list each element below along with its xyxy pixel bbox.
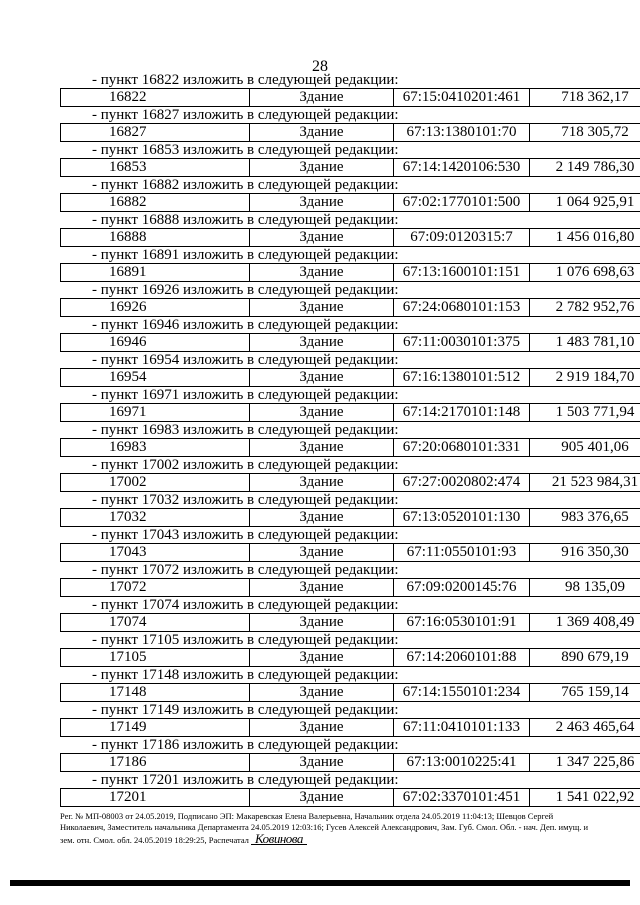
cadastral-number-cell: 67:13:0520101:130 [394,509,530,527]
amendment-item [60,107,629,142]
document-body [60,72,639,807]
object-type-cell: Здание [250,299,394,317]
amendment-intro: - пункт 16882 изложить в следующей редакции: [92,177,399,193]
amendment-table-row [60,263,640,282]
object-type-cell: Здание [250,719,394,737]
item-number-cell: 17148 [61,684,250,702]
amendment-table-row [60,473,640,492]
amendment-table-row [60,88,640,107]
object-type-cell: Здание [250,124,394,142]
item-number-cell: 16853 [61,159,250,177]
cadastral-value-cell: 983 376,65 [530,509,640,527]
cadastral-value-cell: 1 347 225,86 [530,754,640,772]
amendment-table-row [60,648,640,667]
cadastral-value-cell: 1 064 925,91 [530,194,640,212]
amendment-intro: - пункт 17105 изложить в следующей редакции: [92,632,399,648]
cadastral-value-cell: 2 919 184,70 [530,369,640,387]
object-type-cell: Здание [250,159,394,177]
amendment-item [60,457,639,492]
cadastral-number-cell: 67:14:2170101:148 [394,404,530,422]
amendment-table-row [60,368,640,387]
item-number-cell: 16891 [61,264,250,282]
amendment-table-row [60,123,640,142]
amendment-table-row [60,298,640,317]
amendment-table-row [60,508,640,527]
item-number-cell: 17186 [61,754,250,772]
amendment-table-row [60,158,640,177]
item-number-cell: 17043 [61,544,250,562]
cadastral-value-cell: 718 362,17 [530,89,640,107]
amendment-intro: - пункт 17186 изложить в следующей редакции: [92,737,399,753]
amendment-intro: - пункт 16926 изложить в следующей редакции: [92,282,399,298]
cadastral-number-cell: 67:14:1420106:530 [394,159,530,177]
handwritten-signature: Ковинова [251,833,307,845]
object-type-cell: Здание [250,614,394,632]
object-type-cell: Здание [250,789,394,807]
cadastral-number-cell: 67:16:1380101:512 [394,369,530,387]
amendment-table-row [60,753,640,772]
amendment-item [60,737,635,772]
footer-line [60,833,620,846]
item-number-cell: 16888 [61,229,250,247]
item-number-cell: 17149 [61,719,250,737]
cadastral-value-cell: 2 149 786,30 [530,159,640,177]
amendment-item [60,72,629,107]
item-number-cell: 17072 [61,579,250,597]
item-number-cell: 17105 [61,649,250,667]
cadastral-number-cell: 67:11:0410101:133 [394,719,530,737]
footer-line: Рег. № МП-08003 от 24.05.2019, Подписано ЭП: Макаревская Елена Валерьевна, Начальник отдела 24.05.2019 11:04:13; Шевцов Сергей [60,811,554,821]
cadastral-number-cell: 67:13:1380101:70 [394,124,530,142]
object-type-cell: Здание [250,194,394,212]
cadastral-value-cell: 916 350,30 [530,544,640,562]
cadastral-number-cell: 67:09:0200145:76 [394,579,530,597]
cadastral-number-cell: 67:27:0020802:474 [394,474,530,492]
amendment-table-row [60,193,640,212]
cadastral-value-cell: 1 076 698,63 [530,264,640,282]
amendment-intro: - пункт 17043 изложить в следующей редакции: [92,527,399,543]
object-type-cell: Здание [250,89,394,107]
amendment-intro: - пункт 16891 изложить в следующей редакции: [92,247,399,263]
amendment-table-row [60,333,640,352]
amendment-table-row [60,683,640,702]
cadastral-value-cell: 2 782 952,76 [530,299,640,317]
object-type-cell: Здание [250,474,394,492]
amendment-intro: - пункт 16888 изложить в следующей редакции: [92,212,399,228]
amendment-table-row [60,718,640,737]
cadastral-number-cell: 67:13:1600101:151 [394,264,530,282]
amendment-intro: - пункт 17148 изложить в следующей редакции: [92,667,399,683]
amendment-intro: - пункт 16827 изложить в следующей редакции: [92,107,399,123]
page-number: 28 [312,58,328,75]
footer-line: Николаевич, Заместитель начальника Департамента 24.05.2019 12:03:16; Гусев Алексей Александрович, Зам. Губ. Смол. Обл. - нач. Деп. имущ. и [60,822,589,832]
cadastral-number-cell: 67:14:2060101:88 [394,649,530,667]
amendment-item [60,702,635,737]
item-number-cell: 16926 [61,299,250,317]
amendment-item [60,597,635,632]
cadastral-value-cell: 765 159,14 [530,684,640,702]
cadastral-number-cell: 67:24:0680101:153 [394,299,530,317]
amendment-intro: - пункт 17074 изложить в следующей редакции: [92,597,399,613]
object-type-cell: Здание [250,544,394,562]
item-number-cell: 17074 [61,614,250,632]
amendment-item [60,667,629,702]
scan-edge-bar [10,880,630,886]
cadastral-value-cell: 890 679,19 [530,649,640,667]
object-type-cell: Здание [250,264,394,282]
amendment-item [60,492,629,527]
cadastral-number-cell: 67:20:0680101:331 [394,439,530,457]
item-number-cell: 16882 [61,194,250,212]
amendment-intro: - пункт 17002 изложить в следующей редакции: [92,457,399,473]
cadastral-value-cell: 98 135,09 [530,579,640,597]
amendment-item [60,772,635,807]
amendment-item [60,632,629,667]
object-type-cell: Здание [250,649,394,667]
amendment-intro: - пункт 16822 изложить в следующей редакции: [92,72,399,88]
object-type-cell: Здание [250,334,394,352]
registration-footer [60,811,620,846]
amendment-item [60,317,635,352]
cadastral-number-cell: 67:11:0030101:375 [394,334,530,352]
amendment-item [60,177,635,212]
object-type-cell: Здание [250,509,394,527]
amendment-table-row [60,438,640,457]
cadastral-number-cell: 67:11:0550101:93 [394,544,530,562]
cadastral-value-cell: 1 483 781,10 [530,334,640,352]
cadastral-value-cell: 905 401,06 [530,439,640,457]
amendment-item [60,562,625,597]
amendment-intro: - пункт 16946 изложить в следующей редакции: [92,317,399,333]
amendment-item [60,387,635,422]
item-number-cell: 16822 [61,89,250,107]
object-type-cell: Здание [250,579,394,597]
cadastral-value-cell: 1 369 408,49 [530,614,640,632]
object-type-cell: Здание [250,439,394,457]
object-type-cell: Здание [250,369,394,387]
amendment-table-row [60,788,640,807]
item-number-cell: 16827 [61,124,250,142]
cadastral-number-cell: 67:15:0410201:461 [394,89,530,107]
item-number-cell: 17201 [61,789,250,807]
amendment-intro: - пункт 17032 изложить в следующей редакции: [92,492,399,508]
amendment-item [60,527,629,562]
amendment-table-row [60,578,640,597]
item-number-cell: 16954 [61,369,250,387]
cadastral-number-cell: 67:02:1770101:500 [394,194,530,212]
cadastral-number-cell: 67:14:1550101:234 [394,684,530,702]
cadastral-number-cell: 67:16:0530101:91 [394,614,530,632]
amendment-item [60,142,635,177]
cadastral-value-cell: 1 541 022,92 [530,789,640,807]
amendment-item [60,282,635,317]
amendment-intro: - пункт 17072 изложить в следующей редакции: [92,562,399,578]
amendment-table-row [60,403,640,422]
footer-line-text: зем. отн. Смол. обл. 24.05.2019 18:29:25, Распечатал [60,835,249,845]
amendment-intro: - пункт 16983 изложить в следующей редакции: [92,422,399,438]
amendment-intro: - пункт 17201 изложить в следующей редакции: [92,772,399,788]
cadastral-value-cell: 21 523 984,31 [530,474,640,492]
object-type-cell: Здание [250,229,394,247]
item-number-cell: 16971 [61,404,250,422]
amendment-item [60,352,635,387]
amendment-item [60,422,629,457]
amendment-intro: - пункт 16954 изложить в следующей редакции: [92,352,399,368]
cadastral-value-cell: 718 305,72 [530,124,640,142]
amendment-table-row [60,613,640,632]
cadastral-value-cell: 1 456 016,80 [530,229,640,247]
amendment-item [60,212,635,247]
item-number-cell: 17002 [61,474,250,492]
object-type-cell: Здание [250,684,394,702]
object-type-cell: Здание [250,404,394,422]
item-number-cell: 16983 [61,439,250,457]
amendment-intro: - пункт 17149 изложить в следующей редакции: [92,702,399,718]
amendment-item [60,247,635,282]
amendment-intro: - пункт 16971 изложить в следующей редакции: [92,387,399,403]
cadastral-number-cell: 67:13:0010225:41 [394,754,530,772]
amendment-table-row [60,543,640,562]
cadastral-value-cell: 1 503 771,94 [530,404,640,422]
item-number-cell: 16946 [61,334,250,352]
cadastral-number-cell: 67:09:0120315:7 [394,229,530,247]
cadastral-number-cell: 67:02:3370101:451 [394,789,530,807]
amendment-intro: - пункт 16853 изложить в следующей редакции: [92,142,399,158]
item-number-cell: 17032 [61,509,250,527]
object-type-cell: Здание [250,754,394,772]
amendment-table-row [60,228,640,247]
cadastral-value-cell: 2 463 465,64 [530,719,640,737]
